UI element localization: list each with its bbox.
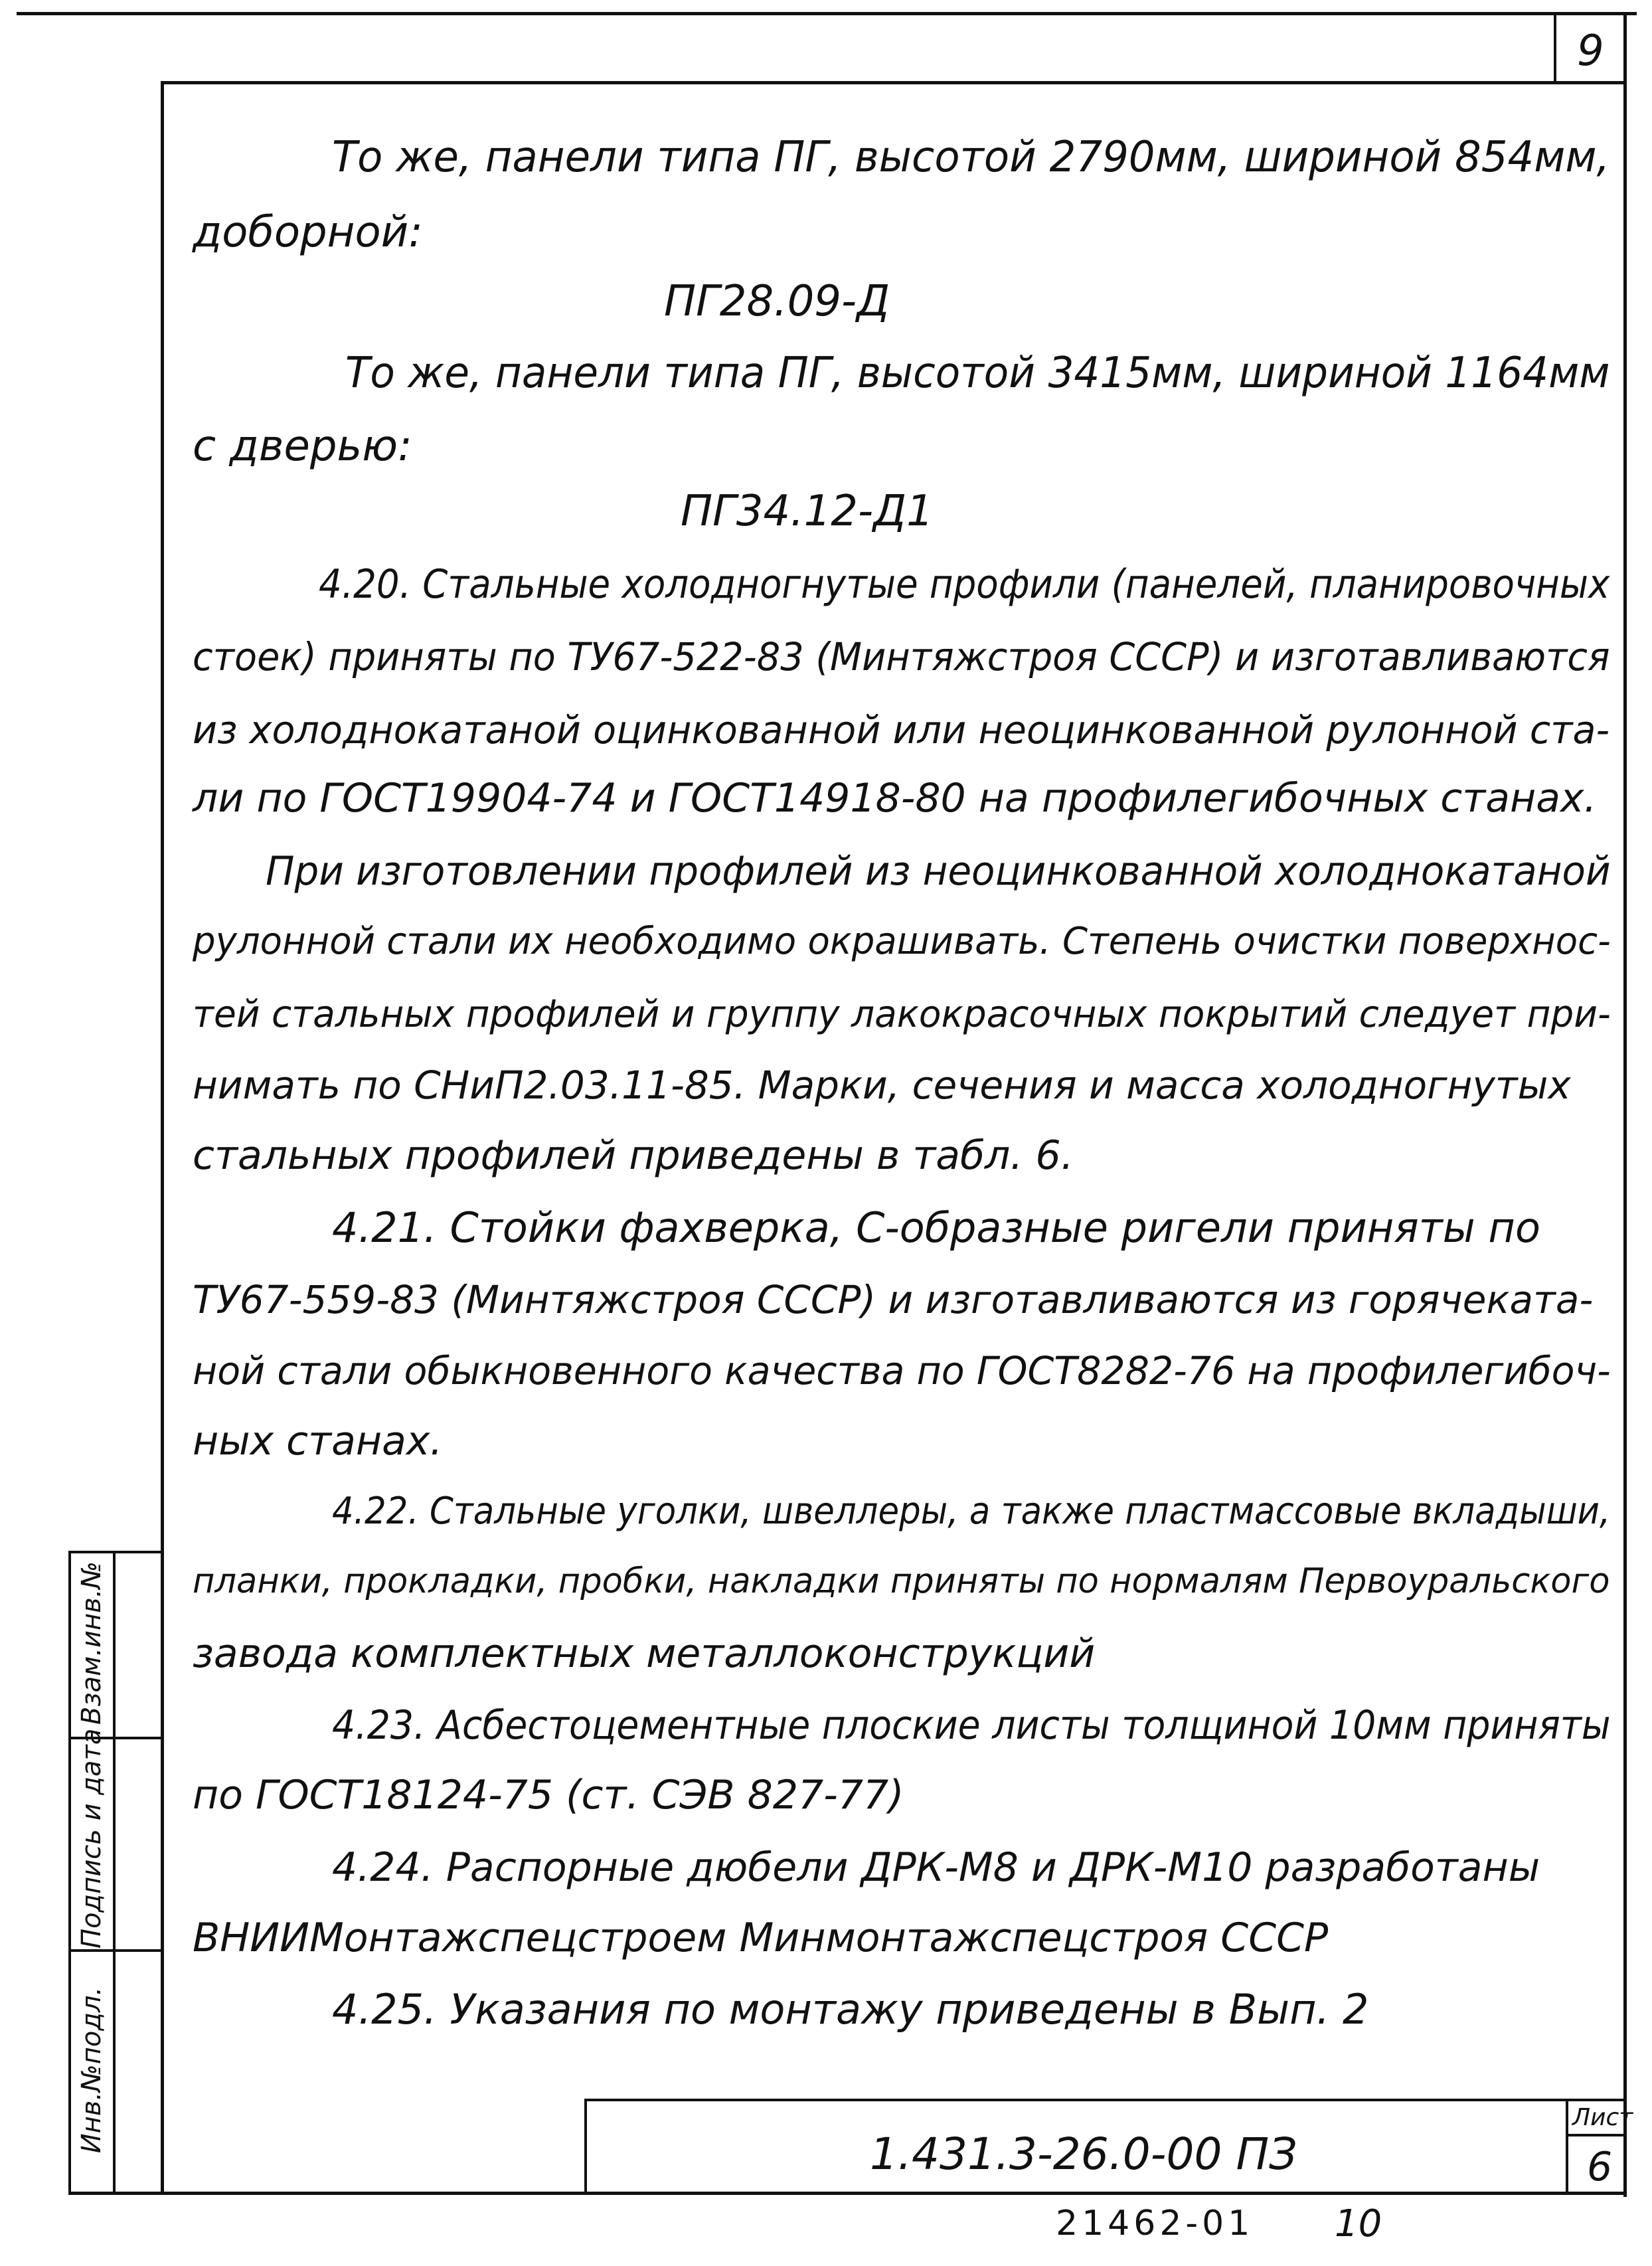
body-line: ПГ28.09-Д [664,277,890,326]
body-line: 4.21. Стойки фахверка, С-образные ригели приняты по [332,1203,1540,1252]
sheet-number: 6 [1587,2144,1613,2190]
body-line: ПГ34.12-Д1 [681,487,934,536]
body-line: стоек) приняты по ТУ67-522-83 (Минтяжстроя СССР) и изготавливаются [193,634,1610,679]
body-line: ных станах. [193,1418,443,1464]
side-stamp-left [68,1551,71,2195]
body-line: нимать по СНиП2.03.11-85. Марки, сечения и масса холодногнутых [193,1063,1571,1108]
footer-number: 10 [1335,2202,1382,2245]
body-line: рулонной стали их необходимо окрашивать. Степень очистки поверхнос- [193,920,1611,963]
body-line: ли по ГОСТ19904-74 и ГОСТ14918-80 на профилегибочных станах. [193,775,1597,822]
frame-right [1623,12,1627,2197]
body-line: То же, панели типа ПГ, высотой 3415мм, шириной 1164мм [345,349,1610,398]
body-line: ВНИИМонтажспецстроем Минмонтажспецстроя СССР [193,1915,1329,1961]
title-block-sheet-divider [1566,2099,1568,2195]
body-line: планки, прокладки, пробки, накладки приняты по нормалям Первоуральского [193,1561,1610,1601]
body-line: 4.20. Стальные холодногнутые профили (панелей, планировочных [319,561,1610,608]
body-line: 4.25. Указания по монтажу приведены в Вып. 2 [332,1985,1369,2034]
body-line: То же, панели типа ПГ, высотой 2790мм, шириной 854мм, [332,133,1610,182]
title-block-left [584,2099,587,2195]
side-stamp-signature-date: Подпись и дата [76,1728,107,1949]
body-line: доборной: [193,208,423,257]
top-border [17,12,1637,15]
frame-top [161,81,1627,84]
title-block-top [584,2099,1627,2101]
page-number: 9 [1577,27,1604,76]
document-designation: 1.431.3-26.0-00 ПЗ [870,2129,1297,2180]
body-line: 4.24. Распорные дюбели ДРК-М8 и ДРК-М10 разработаны [332,1844,1540,1891]
body-line: из холоднокатаной оцинкованной или неоцинкованной рулонной ста- [193,707,1610,752]
body-line: завода комплектных металлоконструкций [193,1630,1096,1677]
body-line: тей стальных профилей и группу лакокрасочных покрытий следует при- [193,993,1611,1036]
sheet-label: Лист [1572,2104,1633,2131]
body-line: 4.22. Стальные уголки, швеллеры, а также пластмассовые вкладыши, [332,1490,1611,1533]
body-line: При изготовлении профилей из неоцинкованной холоднокатаной [266,848,1611,895]
frame-bottom [70,2192,1627,2195]
side-stamp-divider [113,1551,116,2195]
side-stamp-original-inv: Инв.№подл. [76,1986,107,2154]
body-line: по ГОСТ18124-75 (ст. СЭВ 827-77) [193,1772,904,1818]
body-line: стальных профилей приведены в табл. 6. [193,1132,1074,1179]
title-block-sheet-sep [1566,2134,1627,2136]
body-line: ТУ67-559-83 (Минтяжстроя СССР) и изготавливаются из горячеката- [193,1277,1594,1322]
body-line: с дверью: [193,422,412,471]
body-line: 4.23. Асбестоцементные плоские листы толщиной 10мм приняты [332,1702,1611,1749]
page-number-box-left [1554,12,1556,84]
body-line: ной стали обыкновенного качества по ГОСТ8282-76 на профилегибоч- [193,1348,1611,1393]
footer-code: 21462-01 [1056,2204,1254,2243]
frame-left [161,83,164,2195]
side-stamp-replace-inv: Взам.инв.№ [76,1561,107,1725]
side-stamp-sep2 [68,1949,163,1952]
